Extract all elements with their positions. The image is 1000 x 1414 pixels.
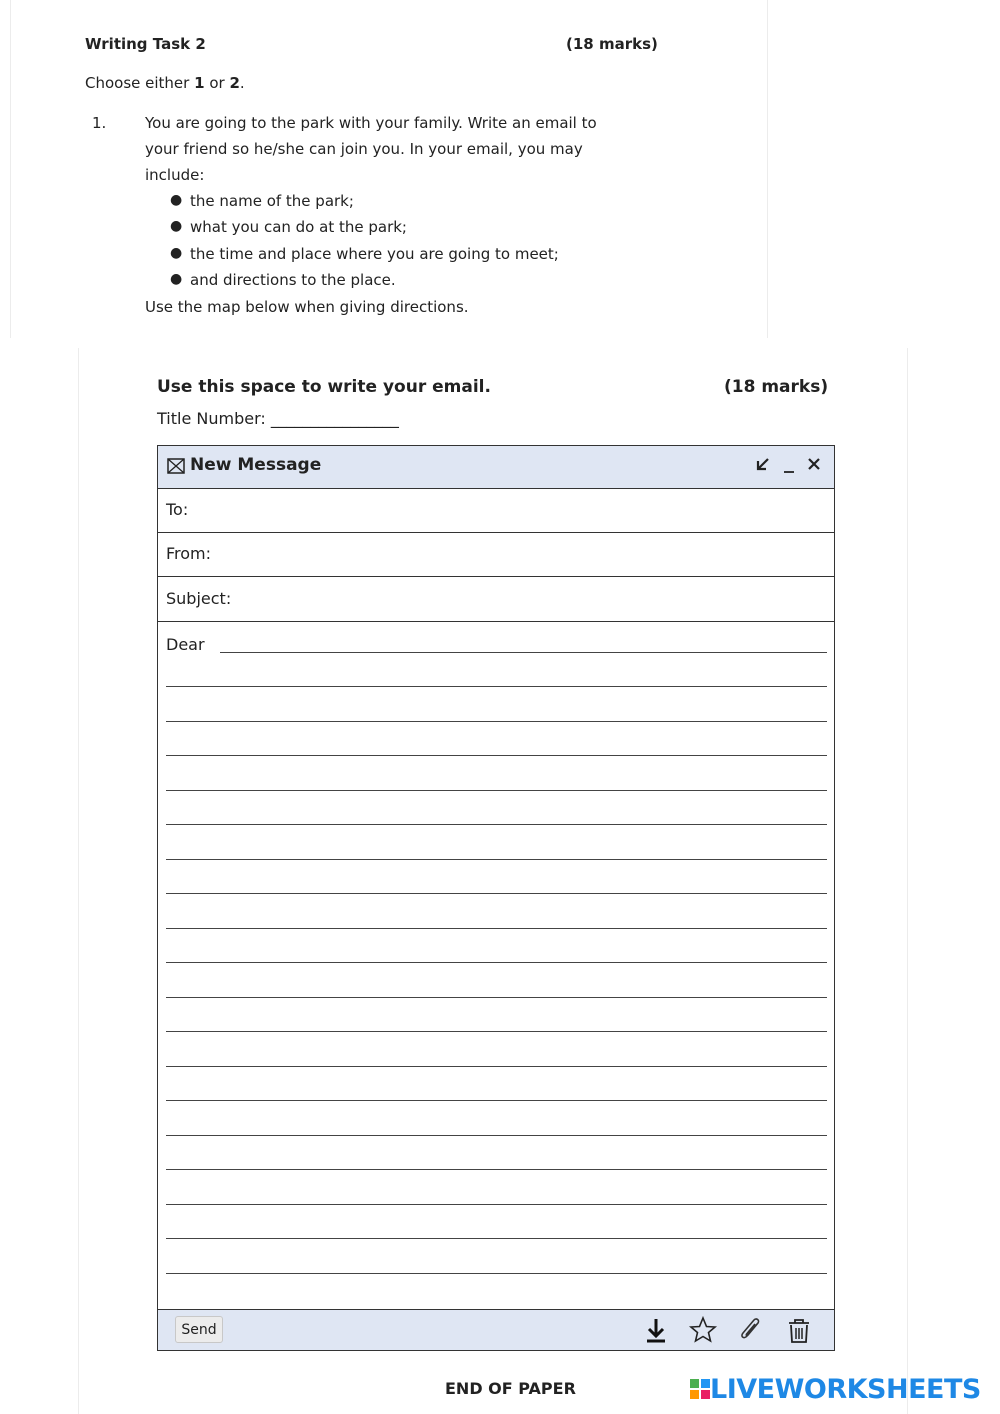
title-number-field[interactable]: Title Number: ________________: [157, 409, 399, 428]
bullet-text: the time and place where you are going to meet;: [190, 245, 559, 263]
instruction-text: Choose either: [85, 74, 195, 92]
subject-field[interactable]: [158, 578, 834, 622]
option-2: 2: [229, 74, 240, 92]
from-label: From:: [166, 544, 212, 563]
writing-line[interactable]: [166, 721, 827, 722]
writing-line[interactable]: [166, 1031, 827, 1032]
email-header: [158, 446, 834, 489]
task-marks: (18 marks): [566, 35, 658, 53]
writing-line[interactable]: [166, 1204, 827, 1205]
to-field[interactable]: [158, 489, 834, 533]
subject-label: Subject:: [166, 589, 232, 608]
option-1: 1: [194, 74, 205, 92]
expand-icon[interactable]: [755, 456, 771, 474]
envelope-icon: [167, 458, 185, 474]
end-of-paper: END OF PAPER: [445, 1379, 576, 1398]
paperclip-icon[interactable]: [736, 1315, 766, 1345]
writing-line[interactable]: [166, 1273, 827, 1274]
email-footer: [158, 1309, 834, 1350]
writing-line[interactable]: [166, 824, 827, 825]
writing-line[interactable]: [166, 790, 827, 791]
bullet-icon: ●: [170, 271, 183, 287]
map-note: Use the map below when giving directions.: [145, 298, 469, 316]
writing-line[interactable]: [166, 997, 827, 998]
bullet-icon: ●: [170, 218, 183, 234]
writing-line[interactable]: [166, 928, 827, 929]
send-button[interactable]: Send: [175, 1316, 223, 1343]
instruction-text: or: [204, 74, 230, 92]
task-instruction: [85, 74, 245, 92]
minimize-icon[interactable]: [782, 456, 796, 474]
writing-line[interactable]: [166, 1238, 827, 1239]
question-line: include:: [145, 166, 205, 184]
question-number: 1.: [92, 114, 107, 132]
writing-line[interactable]: [166, 893, 827, 894]
bullet-text: what you can do at the park;: [190, 218, 407, 236]
answer-heading: Use this space to write your email.: [157, 377, 491, 397]
email-window: [157, 445, 835, 1351]
bullet-icon: ●: [170, 192, 183, 208]
writing-line[interactable]: [166, 859, 827, 860]
logo-text: LIVEWORKSHEETS: [710, 1374, 981, 1405]
logo-icon: [690, 1379, 710, 1399]
writing-line[interactable]: [166, 686, 827, 687]
writing-line[interactable]: [166, 1100, 827, 1101]
writing-line[interactable]: [166, 1135, 827, 1136]
writing-line[interactable]: [166, 755, 827, 756]
close-icon[interactable]: [807, 456, 821, 472]
star-icon[interactable]: [688, 1315, 718, 1345]
download-icon[interactable]: [641, 1315, 671, 1345]
bullet-text: the name of the park;: [190, 192, 354, 210]
trash-icon[interactable]: [784, 1315, 814, 1345]
greeting-line[interactable]: [220, 652, 827, 653]
question-line: your friend so he/she can join you. In your email, you may: [145, 140, 583, 158]
answer-marks: (18 marks): [724, 377, 829, 397]
writing-line[interactable]: [166, 1169, 827, 1170]
to-label: To:: [166, 500, 189, 519]
bullet-text: and directions to the place.: [190, 271, 396, 289]
from-field[interactable]: [158, 533, 834, 577]
task-title: Writing Task 2: [85, 35, 206, 53]
writing-line[interactable]: [166, 962, 827, 963]
greeting-label: Dear: [166, 635, 205, 654]
bullet-icon: ●: [170, 245, 183, 261]
question-line: You are going to the park with your family. Write an email to: [145, 114, 597, 132]
writing-line[interactable]: [166, 1066, 827, 1067]
instruction-text: .: [239, 74, 245, 92]
email-body[interactable]: [158, 623, 834, 1310]
email-header-title: New Message: [190, 455, 322, 475]
